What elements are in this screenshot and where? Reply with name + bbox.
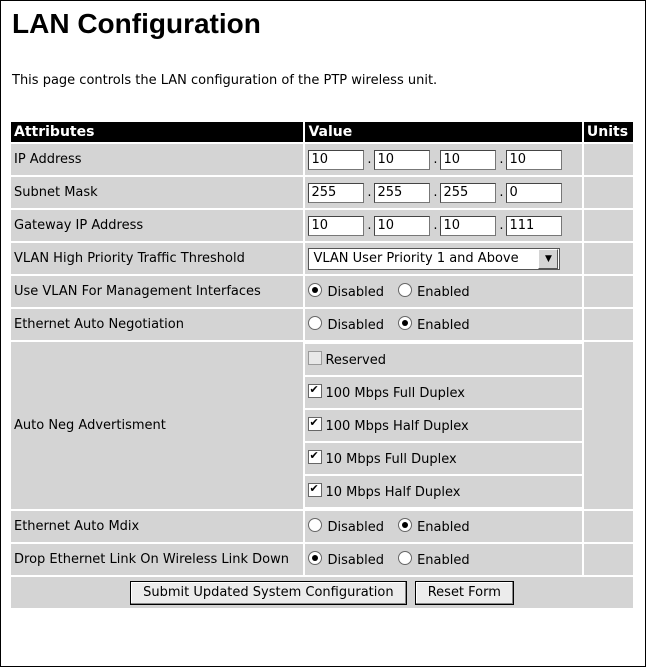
100-full-label: 100 Mbps Full Duplex bbox=[325, 386, 465, 401]
auto-mdix-disabled-radio[interactable] bbox=[308, 518, 322, 532]
ip-octet-2[interactable] bbox=[374, 150, 430, 170]
advertisment-units bbox=[584, 342, 633, 509]
vlan-mgmt-units bbox=[584, 276, 633, 307]
100-half-label: 100 Mbps Half Duplex bbox=[325, 419, 469, 434]
row-ip-address bbox=[11, 144, 633, 175]
vlan-mgmt-label: Use VLAN For Management Interfaces bbox=[11, 276, 303, 307]
10-full-checkbox[interactable] bbox=[308, 450, 322, 464]
drop-link-units bbox=[584, 544, 633, 575]
subnet-octet-3[interactable] bbox=[440, 183, 496, 203]
submit-button[interactable]: Submit Updated System Configuration bbox=[130, 581, 407, 605]
vlan-threshold-units bbox=[584, 243, 633, 274]
drop-link-enabled-label: Enabled bbox=[417, 553, 470, 568]
auto-mdix-enabled-radio[interactable] bbox=[398, 518, 412, 532]
adv-option-100-half bbox=[305, 410, 581, 441]
chevron-down-icon[interactable]: ▼ bbox=[538, 249, 558, 269]
subnet-octet-2[interactable] bbox=[374, 183, 430, 203]
button-cell bbox=[11, 577, 633, 608]
auto-neg-disabled-label: Disabled bbox=[327, 318, 384, 333]
row-gateway bbox=[11, 210, 633, 241]
row-vlan-threshold bbox=[11, 243, 633, 274]
100-full-checkbox[interactable] bbox=[308, 384, 322, 398]
header-value: Value bbox=[305, 122, 581, 142]
gateway-units bbox=[584, 210, 633, 241]
page-description: This page controls the LAN configuration of the PTP wireless unit. bbox=[12, 73, 438, 88]
row-auto-neg bbox=[11, 309, 633, 340]
100-half-checkbox[interactable] bbox=[308, 417, 322, 431]
reserved-label: Reserved bbox=[325, 353, 386, 368]
subnet-mask-field: 255 . 255 . 255 . 0 bbox=[308, 183, 562, 203]
drop-link-disabled-radio[interactable] bbox=[308, 551, 322, 565]
row-advertisment bbox=[11, 342, 633, 509]
lan-config-table bbox=[9, 120, 635, 610]
ip-address-units bbox=[584, 144, 633, 175]
10-half-checkbox[interactable] bbox=[308, 483, 322, 497]
adv-option-10-full bbox=[305, 443, 581, 474]
vlan-mgmt-disabled-radio[interactable] bbox=[308, 283, 322, 297]
auto-neg-enabled-radio[interactable] bbox=[398, 316, 412, 330]
drop-link-disabled-label: Disabled bbox=[327, 553, 384, 568]
row-subnet-mask bbox=[11, 177, 633, 208]
vlan-threshold-value: VLAN User Priority 1 and Above bbox=[313, 251, 519, 266]
auto-mdix-enabled-label: Enabled bbox=[417, 520, 470, 535]
vlan-mgmt-enabled-label: Enabled bbox=[417, 285, 470, 300]
header-attributes: Attributes bbox=[11, 122, 303, 142]
advertisment-options bbox=[305, 342, 581, 509]
vlan-threshold-label: VLAN High Priority Traffic Threshold bbox=[11, 243, 303, 274]
gateway-octet-2[interactable] bbox=[374, 216, 430, 236]
gateway-octet-3[interactable] bbox=[440, 216, 496, 236]
ip-octet-4[interactable] bbox=[506, 150, 562, 170]
auto-neg-enabled-label: Enabled bbox=[417, 318, 470, 333]
subnet-mask-units bbox=[584, 177, 633, 208]
adv-option-reserved bbox=[305, 344, 581, 375]
advertisment-label: Auto Neg Advertisment bbox=[11, 342, 303, 509]
ip-address-field: 10 . 10 . 10 . 10 bbox=[308, 150, 562, 170]
10-half-label: 10 Mbps Half Duplex bbox=[325, 485, 461, 500]
gateway-octet-4[interactable] bbox=[506, 216, 562, 236]
header-units: Units bbox=[584, 122, 633, 142]
row-drop-link bbox=[11, 544, 633, 575]
vlan-threshold-select[interactable] bbox=[308, 248, 560, 270]
vlan-mgmt-disabled-label: Disabled bbox=[327, 285, 384, 300]
10-full-label: 10 Mbps Full Duplex bbox=[325, 452, 457, 467]
gateway-octet-1[interactable] bbox=[308, 216, 364, 236]
reset-button[interactable]: Reset Form bbox=[415, 581, 514, 605]
auto-neg-disabled-radio[interactable] bbox=[308, 316, 322, 330]
row-auto-mdix bbox=[11, 511, 633, 542]
auto-neg-label: Ethernet Auto Negotiation bbox=[11, 309, 303, 340]
vlan-mgmt-enabled-radio[interactable] bbox=[398, 283, 412, 297]
reserved-checkbox bbox=[308, 351, 322, 365]
adv-option-10-half bbox=[305, 476, 581, 507]
auto-mdix-units bbox=[584, 511, 633, 542]
adv-option-100-full bbox=[305, 377, 581, 408]
ip-octet-1[interactable] bbox=[308, 150, 364, 170]
drop-link-label: Drop Ethernet Link On Wireless Link Down bbox=[11, 544, 303, 575]
drop-link-enabled-radio[interactable] bbox=[398, 551, 412, 565]
auto-mdix-disabled-label: Disabled bbox=[327, 520, 384, 535]
auto-mdix-label: Ethernet Auto Mdix bbox=[11, 511, 303, 542]
subnet-octet-1[interactable] bbox=[308, 183, 364, 203]
button-row bbox=[11, 577, 633, 608]
page-title: LAN Configuration bbox=[12, 8, 261, 39]
auto-neg-units bbox=[584, 309, 633, 340]
subnet-mask-label: Subnet Mask bbox=[11, 177, 303, 208]
subnet-octet-4[interactable] bbox=[506, 183, 562, 203]
gateway-field: 10 . 10 . 10 . 111 bbox=[308, 216, 562, 236]
ip-octet-3[interactable] bbox=[440, 150, 496, 170]
row-vlan-mgmt bbox=[11, 276, 633, 307]
gateway-label: Gateway IP Address bbox=[11, 210, 303, 241]
ip-address-label: IP Address bbox=[11, 144, 303, 175]
